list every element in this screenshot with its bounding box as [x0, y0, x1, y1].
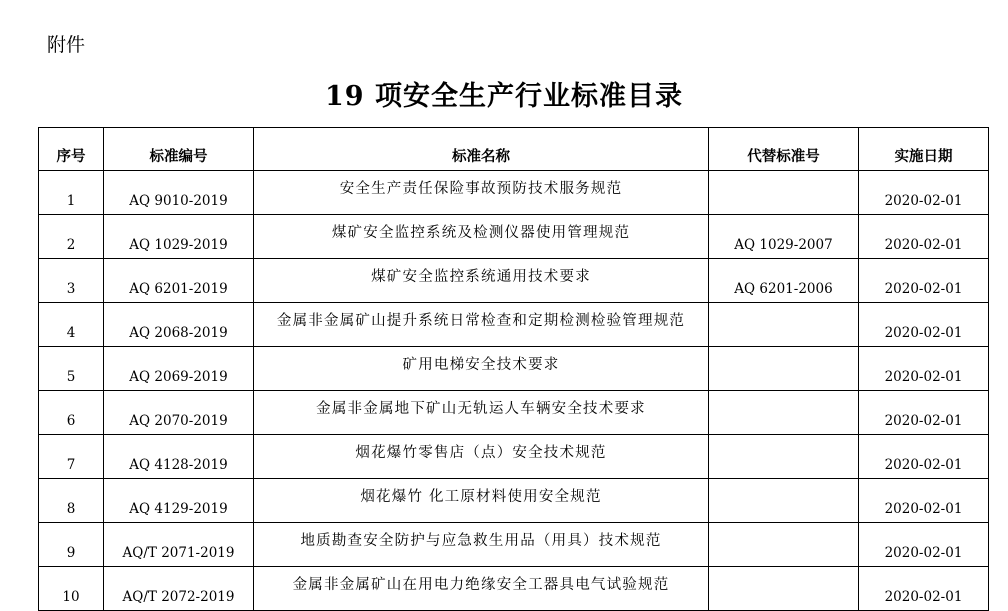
cell-effective-date: 2020-02-01 [859, 259, 989, 303]
cell-standard-name: 金属非金属矿山在用电力绝缘安全工器具电气试验规范 [254, 567, 709, 611]
cell-replaced-standard [709, 303, 859, 347]
cell-effective-date: 2020-02-01 [859, 347, 989, 391]
table-row [39, 479, 989, 523]
cell-serial-number: 7 [39, 435, 104, 479]
cell-effective-date: 2020-02-01 [859, 303, 989, 347]
cell-standard-code: AQ 9010-2019 [104, 171, 254, 215]
cell-standard-code: AQ 1029-2019 [104, 215, 254, 259]
cell-standard-name: 矿用电梯安全技术要求 [254, 347, 709, 391]
table-row [39, 259, 989, 303]
header-effective-date: 实施日期 [859, 128, 989, 171]
cell-serial-number: 3 [39, 259, 104, 303]
table-header-row [39, 128, 989, 171]
cell-standard-name: 地质勘查安全防护与应急救生用品（用具）技术规范 [254, 523, 709, 567]
header-replaced-standard: 代替标准号 [709, 128, 859, 171]
cell-standard-code: AQ 4128-2019 [104, 435, 254, 479]
header-standard-name: 标准名称 [254, 128, 709, 171]
cell-replaced-standard [709, 567, 859, 611]
cell-replaced-standard [709, 435, 859, 479]
cell-standard-code: AQ/T 2071-2019 [104, 523, 254, 567]
cell-standard-code: AQ 4129-2019 [104, 479, 254, 523]
document-title: 19 项安全生产行业标准目录 [325, 81, 683, 112]
cell-replaced-standard [709, 479, 859, 523]
cell-effective-date: 2020-02-01 [859, 171, 989, 215]
cell-standard-name: 金属非金属矿山提升系统日常检查和定期检测检验管理规范 [254, 303, 709, 347]
table-row [39, 303, 989, 347]
cell-effective-date: 2020-02-01 [859, 479, 989, 523]
table-row [39, 567, 989, 611]
cell-effective-date: 2020-02-01 [859, 215, 989, 259]
cell-replaced-standard [709, 171, 859, 215]
table-row [39, 391, 989, 435]
cell-serial-number: 4 [39, 303, 104, 347]
cell-standard-code: AQ/T 2072-2019 [104, 567, 254, 611]
cell-replaced-standard: AQ 6201-2006 [709, 259, 859, 303]
table-row [39, 215, 989, 259]
cell-standard-name: 安全生产责任保险事故预防技术服务规范 [254, 171, 709, 215]
attachment-label: 附件 [47, 34, 86, 56]
cell-serial-number: 2 [39, 215, 104, 259]
cell-serial-number: 8 [39, 479, 104, 523]
table-row [39, 523, 989, 567]
cell-standard-name: 烟花爆竹 化工原材料使用安全规范 [254, 479, 709, 523]
cell-serial-number: 5 [39, 347, 104, 391]
cell-effective-date: 2020-02-01 [859, 435, 989, 479]
cell-standard-code: AQ 2069-2019 [104, 347, 254, 391]
cell-standard-code: AQ 6201-2019 [104, 259, 254, 303]
cell-serial-number: 10 [39, 567, 104, 611]
header-serial-number: 序号 [39, 128, 104, 171]
cell-serial-number: 6 [39, 391, 104, 435]
cell-standard-name: 煤矿安全监控系统及检测仪器使用管理规范 [254, 215, 709, 259]
cell-replaced-standard: AQ 1029-2007 [709, 215, 859, 259]
cell-replaced-standard [709, 391, 859, 435]
table-row [39, 171, 989, 215]
cell-standard-code: AQ 2070-2019 [104, 391, 254, 435]
cell-effective-date: 2020-02-01 [859, 523, 989, 567]
cell-replaced-standard [709, 347, 859, 391]
cell-standard-name: 煤矿安全监控系统通用技术要求 [254, 259, 709, 303]
header-standard-code: 标准编号 [104, 128, 254, 171]
cell-serial-number: 1 [39, 171, 104, 215]
cell-serial-number: 9 [39, 523, 104, 567]
standards-table [38, 127, 989, 611]
table-row [39, 347, 989, 391]
cell-standard-name: 烟花爆竹零售店（点）安全技术规范 [254, 435, 709, 479]
cell-standard-code: AQ 2068-2019 [104, 303, 254, 347]
cell-replaced-standard [709, 523, 859, 567]
cell-standard-name: 金属非金属地下矿山无轨运人车辆安全技术要求 [254, 391, 709, 435]
cell-effective-date: 2020-02-01 [859, 391, 989, 435]
cell-effective-date: 2020-02-01 [859, 567, 989, 611]
table-row [39, 435, 989, 479]
